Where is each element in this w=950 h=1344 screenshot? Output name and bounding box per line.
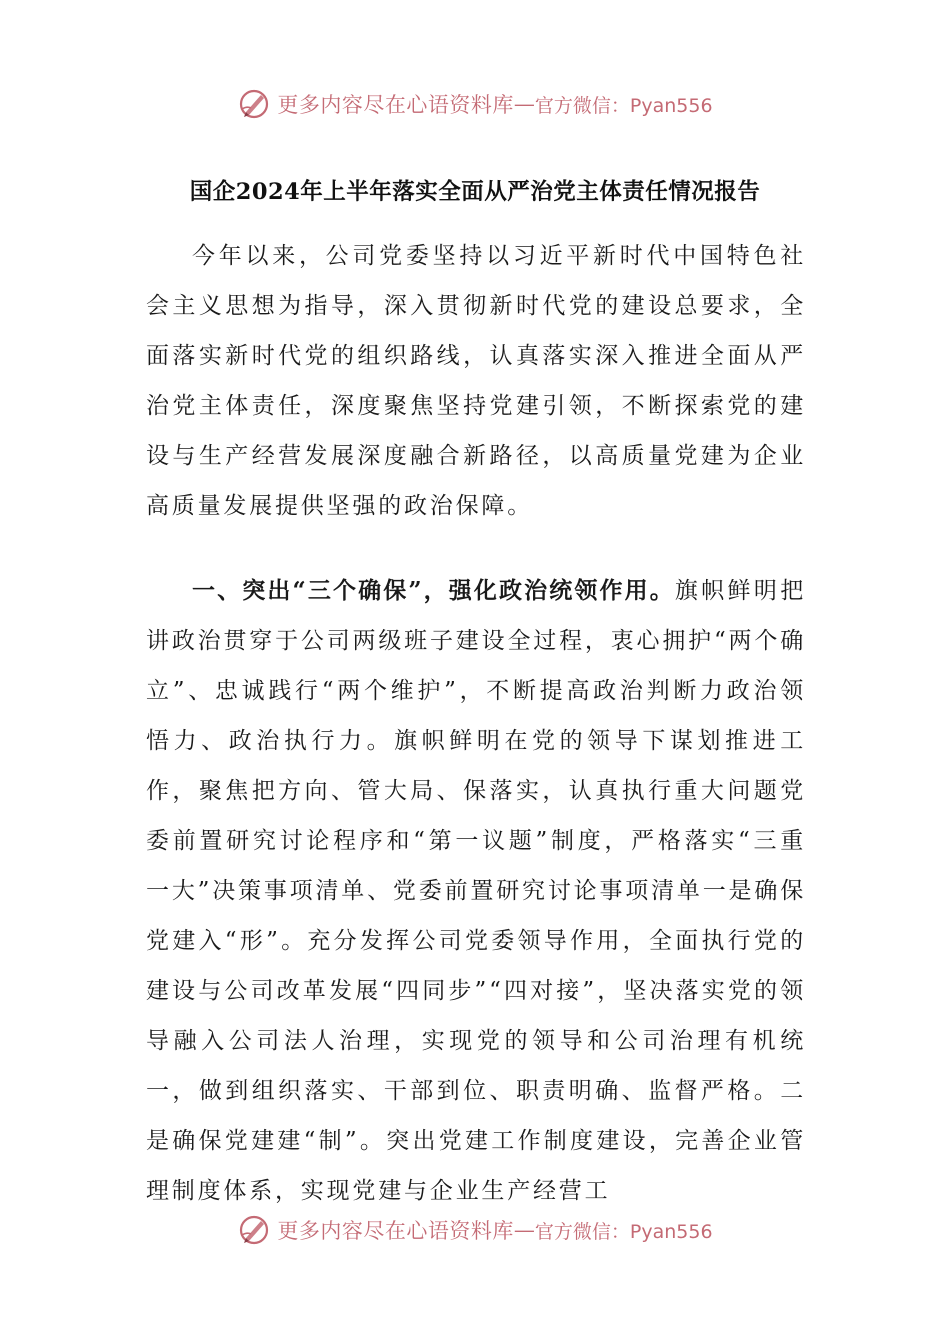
watermark-header bbox=[0, 84, 950, 124]
intro-paragraph: 今年以来，公司党委坚持以习近平新时代中国特色社会主义思想为指导，深入贯彻新时代党的建设总要求，全面落实新时代党的组织路线，认真落实深入推进全面从严治党主体责任，深度聚焦坚持党建引领，不断探索党的建设与生产经营发展深度融合新路径，以高质量党建为企业高质量发展提供坚强的政治保障。 bbox=[146, 243, 806, 519]
watermark-text: 更多内容尽在心语资料库 bbox=[277, 93, 514, 117]
section-1-paragraph bbox=[146, 566, 806, 1216]
pen-circle-icon bbox=[237, 87, 271, 121]
document-title: 国企2024年上半年落实全面从严治党主体责任情况报告 bbox=[189, 179, 761, 205]
pen-circle-icon bbox=[237, 1213, 271, 1247]
watermark-separator: — bbox=[513, 92, 535, 116]
section-1-body: 旗帜鲜明把讲政治贯穿于公司两级班子建设全过程，衷心拥护“两个确立”、忠诚践行“两个维护”，不断提高政治判断力政治领悟力、政治执行力。旗帜鲜明在党的领导下谋划推进工作，聚焦把方向、管大局、保落实，认真执行重大问题党委前置研究讨论程序和“第一议题”制度，严格落实“三重一大”决策事项清单、党委前置研究讨论事项清单一是确保党建入“形”。充分发挥公司党委领导作用，全面执行党的建设与公司改革发展“四同步”“四对接”，坚决落实党的领导融入公司法人治理，实现党的领导和公司治理有机统一，做到组织落实、干部到位、职责明确、监督严格。二是确保党建建“制”。突出党建工作制度建设，完善企业管理制度体系，实现党建与企业生产经营工 bbox=[146, 578, 806, 1204]
watermark-contact: 官方微信：Pyan556 bbox=[534, 94, 713, 117]
watermark-separator: — bbox=[513, 1218, 535, 1242]
document-body bbox=[146, 231, 806, 1216]
watermark-text: 更多内容尽在心语资料库 bbox=[277, 1219, 514, 1243]
watermark-footer bbox=[0, 1210, 950, 1250]
section-1-heading: 一、突出“三个确保”，强化政治统领作用。 bbox=[192, 577, 675, 604]
watermark-contact: 官方微信：Pyan556 bbox=[534, 1220, 713, 1243]
